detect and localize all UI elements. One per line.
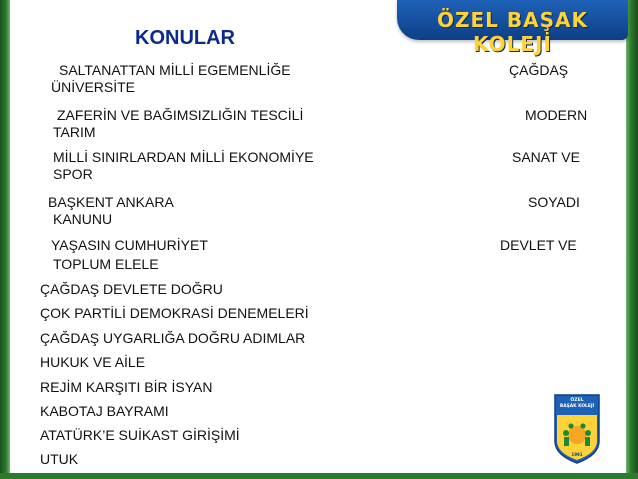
school-banner — [397, 0, 628, 56]
banner-text: ÖZEL BAŞAK KOLEJİ — [437, 8, 588, 56]
slide-title: KONULAR — [135, 27, 235, 49]
topic-item: ATATÜRK’E SUİKAST GİRİŞİMİ — [40, 427, 240, 443]
topic-2-right: MODERN — [525, 107, 588, 123]
topic-item: REJİM KARŞITI BİR İSYAN — [40, 379, 213, 395]
topic-3-line1: MİLLİ SINIRLARDAN MİLLİ EKONOMİYE — [53, 149, 314, 165]
logo-line1: ÖZEL — [570, 398, 584, 403]
topic-2-line1: ZAFERİN VE BAĞIMSIZLIĞIN TESCİLİ — [57, 107, 304, 123]
topic-1-line1: SALTANATTAN MİLLİ EGEMENLİĞE — [59, 62, 291, 78]
topic-1-line2: ÜNİVERSİTE — [51, 79, 136, 95]
topic-item: ÇOK PARTİLİ DEMOKRASİ DENEMELERİ — [40, 305, 309, 321]
topic-item: KABOTAJ BAYRAMI — [40, 403, 169, 419]
topic-item: UTUK — [40, 451, 79, 467]
topic-item: ÇAĞDAŞ UYGARLIĞA DOĞRU ADIMLAR — [40, 330, 306, 346]
topic-item: ÇAĞDAŞ DEVLETE DOĞRU — [40, 281, 223, 297]
topic-1-right: ÇAĞDAŞ — [509, 62, 569, 78]
topic-4-line2: KANUNU — [53, 211, 113, 227]
topic-3-line2: SPOR — [53, 166, 93, 182]
bottom-frame-border — [0, 473, 638, 479]
school-logo — [553, 391, 601, 465]
topic-item: HUKUK VE AİLE — [40, 354, 146, 370]
topic-4-line1: BAŞKENT ANKARA — [48, 194, 174, 210]
topic-5-line1: YAŞASIN CUMHURİYET — [51, 237, 208, 253]
topic-4-right: SOYADI — [528, 194, 580, 210]
topic-5-line2: TOPLUM ELELE — [53, 256, 159, 272]
topic-2-line2: TARIM — [53, 124, 96, 140]
topic-5-right: DEVLET VE — [500, 237, 577, 253]
right-frame-border — [626, 0, 638, 479]
logo-line2: BAŞAK KOLEJİ — [559, 404, 595, 409]
logo-year: 1991 — [571, 452, 583, 457]
topic-3-right: SANAT VE — [512, 149, 580, 165]
left-frame-border — [0, 0, 10, 479]
